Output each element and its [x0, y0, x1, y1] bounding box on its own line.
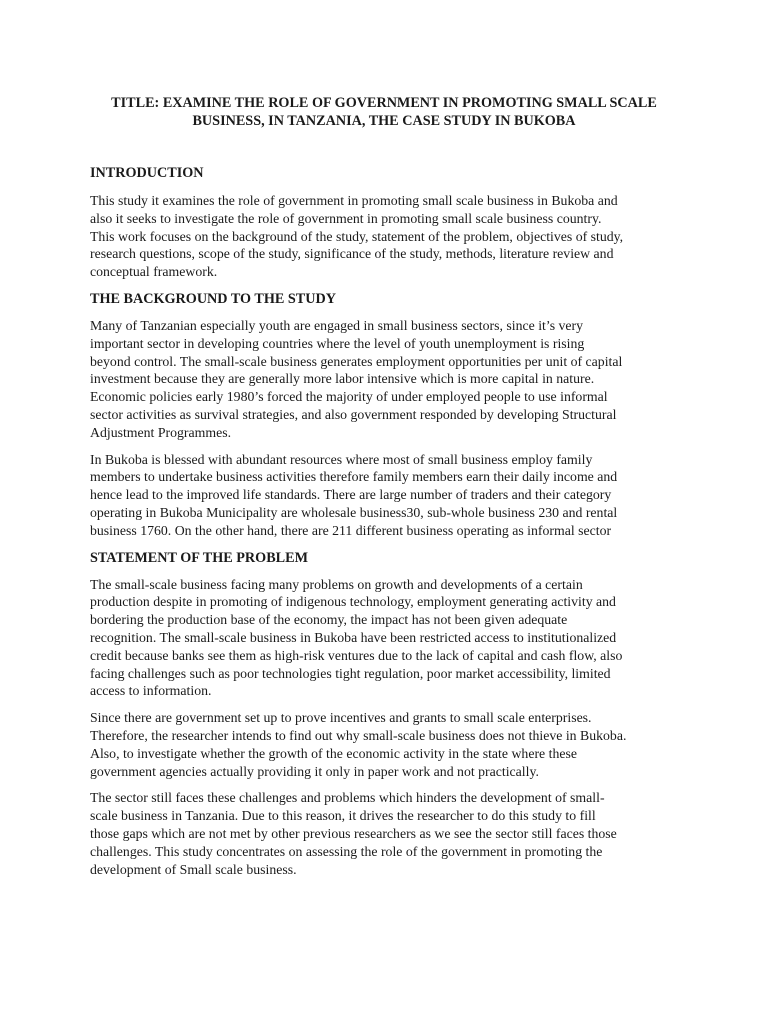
text-line: bordering the production base of the economy, the impact has not been given adequate	[90, 612, 568, 628]
section-heading-statement: STATEMENT OF THE PROBLEM	[90, 549, 308, 566]
document-title	[90, 94, 678, 130]
background-paragraph-1	[90, 317, 678, 442]
text-line: those gaps which are not met by other previous researchers as we see the sector still faces those	[90, 825, 617, 841]
text-line: recognition. The small-scale business in Bukoba have been restricted access to institutionalized	[90, 629, 617, 645]
text-line: Adjustment Programmes.	[90, 424, 232, 440]
text-line: Therefore, the researcher intends to find out why small-scale business does not thieve in Bukoba.	[90, 727, 627, 743]
section-heading-background: THE BACKGROUND TO THE STUDY	[90, 290, 336, 307]
text-line: production despite in promoting of indigenous technology, employment generating activity and	[90, 594, 616, 610]
statement-paragraph-2	[90, 709, 678, 780]
statement-paragraph-3	[90, 789, 678, 878]
text-line: Also, to investigate whether the growth of the economic activity in the state where these	[90, 745, 577, 761]
text-line: conceptual framework.	[90, 264, 218, 280]
text-line: business 1760. On the other hand, there are 211 different business operating as informal sector	[90, 522, 612, 538]
introduction-paragraph	[90, 192, 678, 281]
text-line: The sector still faces these challenges and problems which hinders the development of small-	[90, 790, 605, 806]
text-line: investment because they are generally more labor intensive which is more capital in nature.	[90, 371, 595, 387]
text-line: research questions, scope of the study, significance of the study, methods, literature review and	[90, 246, 614, 262]
text-line: government agencies actually providing it only in paper work and not practically.	[90, 763, 539, 779]
text-line: hence lead to the improved life standards. There are large number of traders and their category	[90, 487, 612, 503]
background-paragraph-2	[90, 451, 678, 540]
text-line: Many of Tanzanian especially youth are engaged in small business sectors, since it’s very	[90, 317, 584, 333]
text-line: In Bukoba is blessed with abundant resources where most of small business employ family	[90, 451, 593, 467]
section-heading-introduction: INTRODUCTION	[90, 165, 204, 181]
text-line: The small-scale business facing many problems on growth and developments of a certain	[90, 576, 583, 592]
text-line: This study it examines the role of government in promoting small scale business in Bukoba and	[90, 193, 618, 208]
title-line: TITLE: EXAMINE THE ROLE OF GOVERNMENT IN PROMOTING SMALL SCALE	[111, 95, 657, 111]
text-line: sector activities as survival strategies, and also government responded by developing Structural	[90, 406, 617, 422]
text-line: This work focuses on the background of the study, statement of the problem, objectives of study,	[90, 228, 624, 244]
text-line: Since there are government set up to prove incentives and grants to small scale enterprises.	[90, 710, 592, 726]
text-line: important sector in developing countries where the level of youth unemployment is rising	[90, 335, 585, 351]
statement-paragraph-1	[90, 576, 678, 701]
text-line: development of Small scale business.	[90, 861, 297, 877]
text-line: credit because banks see them as high-risk ventures due to the lack of capital and cash flow, also	[90, 647, 623, 663]
text-line: beyond control. The small-scale business generates employment opportunities per unit of capital	[90, 353, 623, 369]
text-line: access to information.	[90, 683, 212, 699]
text-line: Economic policies early 1980’s forced the majority of under employed people to use informal	[90, 389, 608, 405]
text-line: operating in Bukoba Municipality are wholesale business30, sub-whole business 230 and rental	[90, 504, 618, 520]
text-line: also it seeks to investigate the role of government in promoting small scale business country.	[90, 210, 602, 226]
text-line: members to undertake business activities therefore family members earn their daily income and	[90, 469, 618, 485]
text-line: challenges. This study concentrates on assessing the role of the government in promoting the	[90, 843, 603, 859]
text-line: facing challenges such as poor technologies tight regulation, poor market accessibility, limited	[90, 665, 611, 681]
title-line: BUSINESS, IN TANZANIA, THE CASE STUDY IN BUKOBA	[192, 113, 576, 129]
document-page	[90, 94, 678, 878]
text-line: scale business in Tanzania. Due to this reason, it drives the researcher to do this study to fill	[90, 808, 596, 824]
